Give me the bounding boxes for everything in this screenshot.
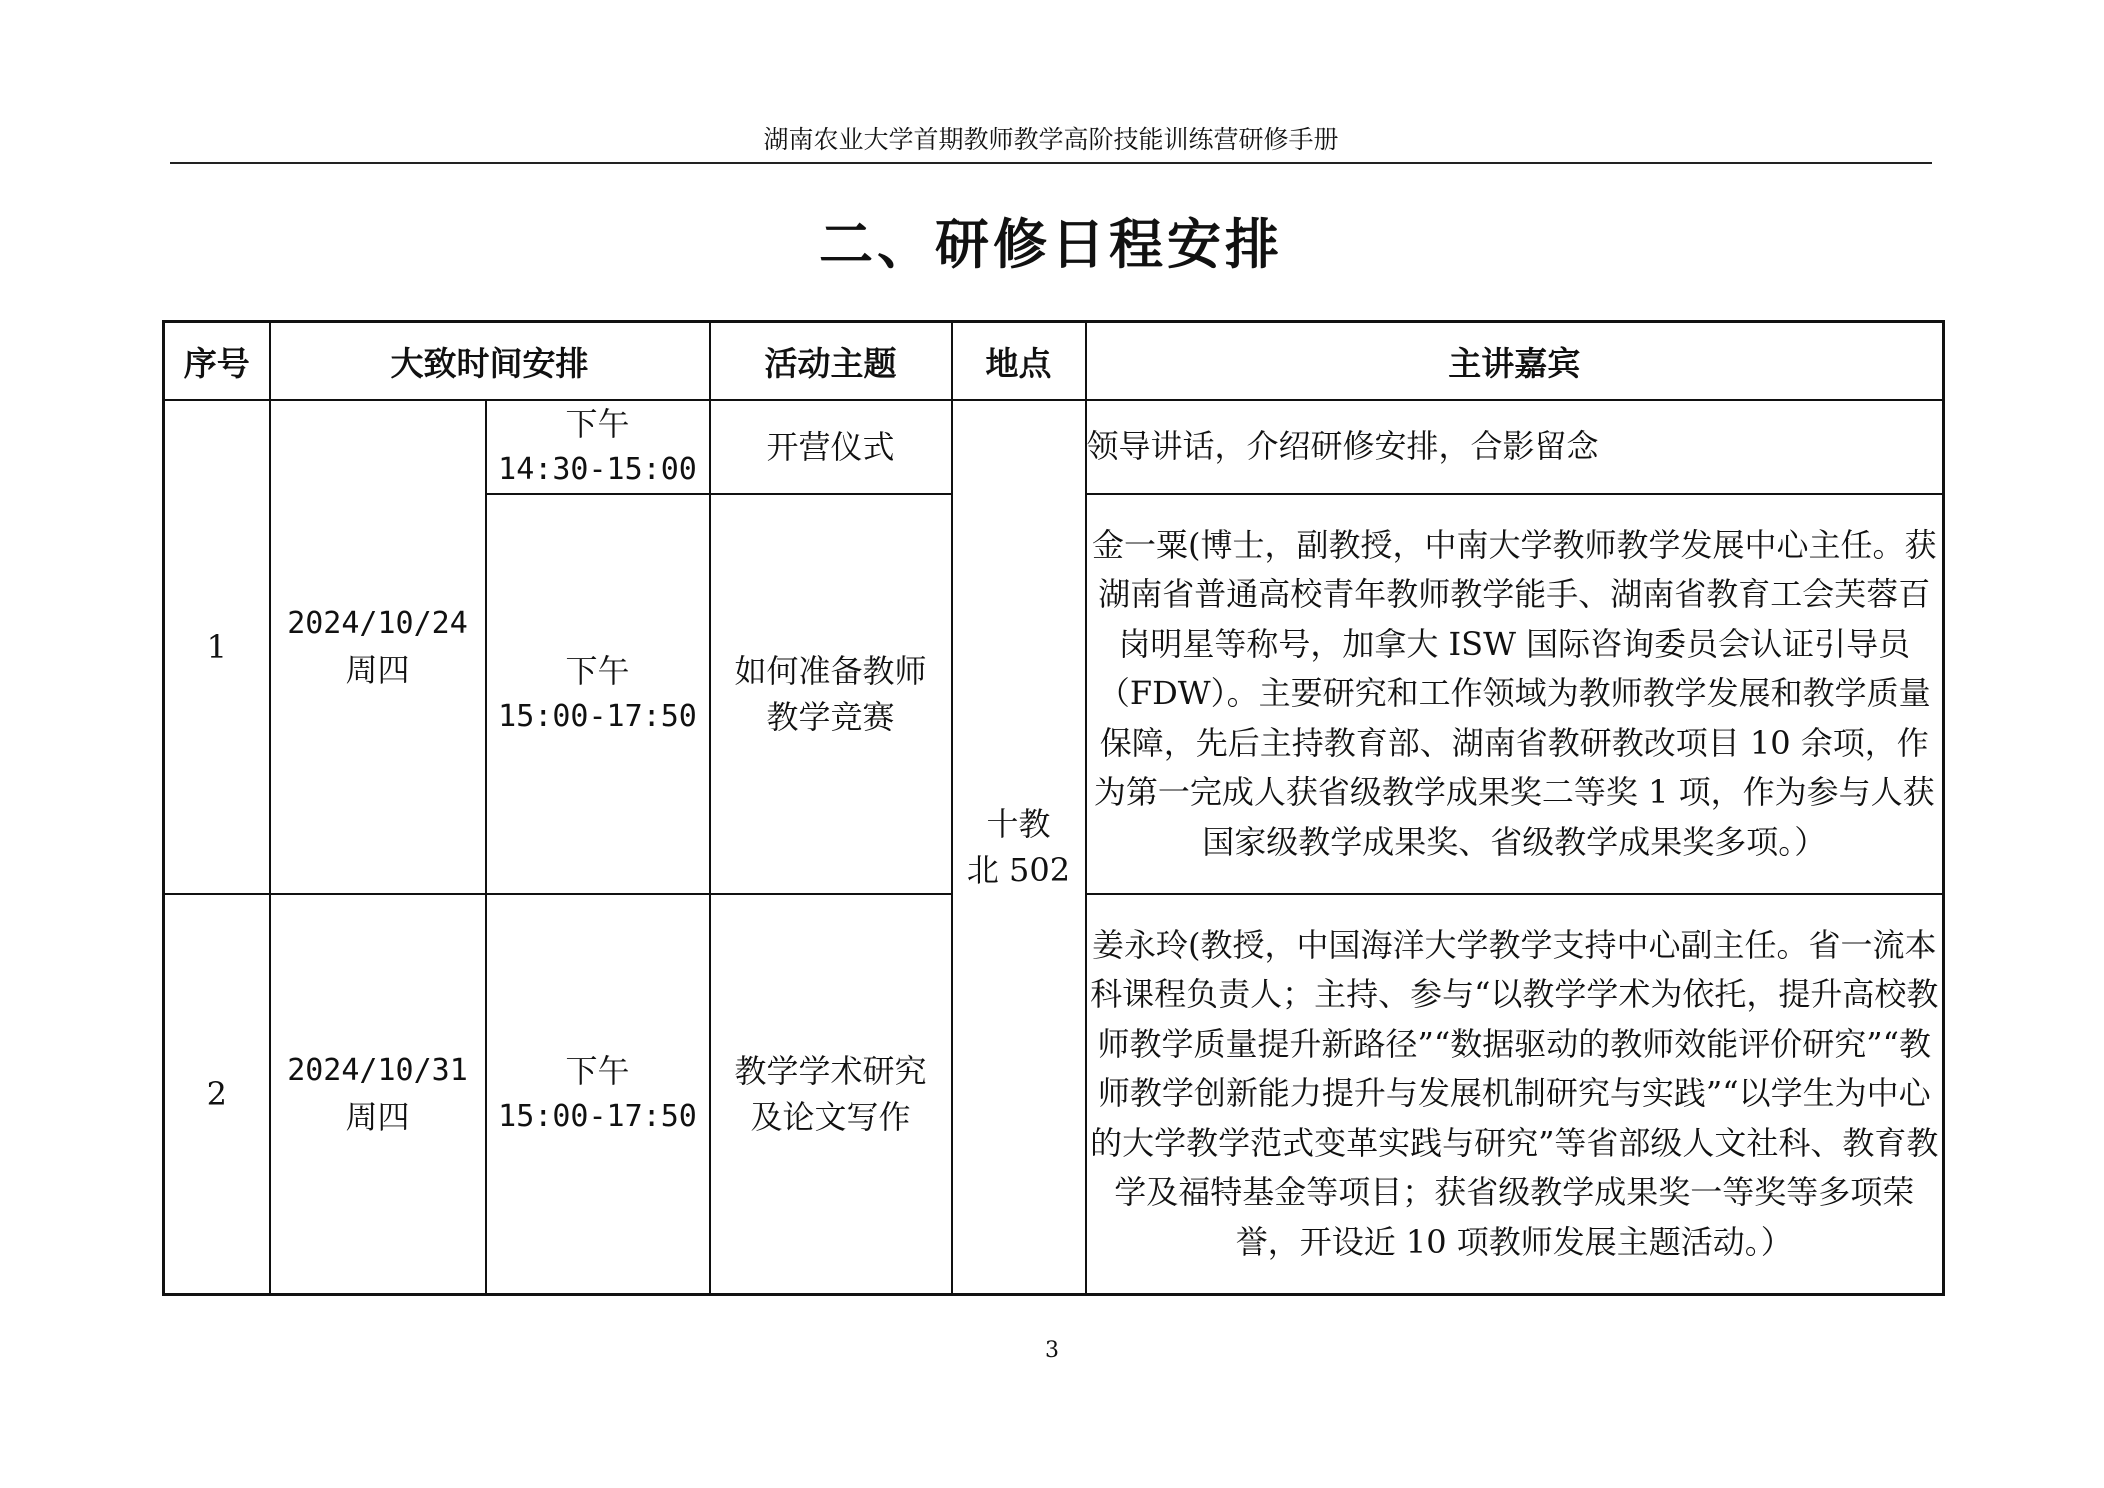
guest-cell: 姜永玲(教授，中国海洋大学教学支持中心副主任。省一流本科课程负责人；主持、参与“以教学学术为依托，提升高校教师教学质量提升新路径”“数据驱动的教师效能评价研究”“教师教学创新能力提升与发展机制研究与实践”“以学生为中心的大学教学范式变革实践与研究”等省部级人文社科、教育教学及福特基金等项目；获省级教学成果奖一等奖等多项荣誉，开设近 10 项教师发展主题活动。） (1086, 894, 1944, 1294)
column-header-index: 序号 (164, 322, 270, 401)
session-time (486, 400, 710, 494)
page-number: 3 (1045, 1338, 1059, 1363)
time-text: 15:00-17:50 (498, 1098, 697, 1134)
column-header-guest: 主讲嘉宾 (1086, 322, 1944, 401)
row-index: 1 (164, 400, 270, 894)
period-text: 下午 (565, 405, 630, 443)
location-cell: 十教 北 502 (952, 400, 1086, 1294)
row-date (270, 400, 486, 894)
session-time (486, 494, 710, 894)
column-header-location: 地点 (952, 322, 1086, 401)
column-header-topic: 活动主题 (710, 322, 952, 401)
date-text: 2024/10/31 (287, 1052, 468, 1088)
row-index: 2 (164, 894, 270, 1294)
row-date (270, 894, 486, 1294)
period-text: 下午 (565, 652, 630, 690)
time-text: 14:30-15:00 (498, 452, 697, 487)
table-row (164, 400, 1944, 494)
table-header-row (164, 322, 1944, 401)
date-text: 2024/10/24 (287, 606, 468, 641)
session-topic: 教学学术研究 及论文写作 (710, 894, 952, 1294)
guest-cell: 领导讲话，介绍研修安排，合影留念 (1086, 400, 1944, 494)
session-time (486, 894, 710, 1294)
session-topic: 开营仪式 (710, 400, 952, 494)
time-text: 15:00-17:50 (498, 699, 697, 734)
guest-cell: 金一粟(博士，副教授，中南大学教师教学发展中心主任。获湖南省普通高校青年教师教学能手、湖南省教育工会芙蓉百岗明星等称号，加拿大 ISW 国际咨询委员会认证引导员（FDW）。主要研究和工作领域为教师教学发展和教学质量保障，先后主持教育部、湖南省教研教改项目 10 余项，作为第一完成人获省级教学成果奖二等奖 1 项，作为参与人获国家级教学成果奖、省级教学成果奖多项。） (1086, 494, 1944, 894)
column-header-time: 大致时间安排 (270, 322, 710, 401)
schedule-table (162, 320, 1945, 1296)
session-topic: 如何准备教师 教学竞赛 (710, 494, 952, 894)
weekday-text: 周四 (345, 651, 410, 689)
period-text: 下午 (565, 1051, 630, 1090)
document-header: 湖南农业大学首期教师教学高阶技能训练营研修手册 (170, 120, 1932, 164)
weekday-text: 周四 (345, 1097, 410, 1136)
page-title: 二、研修日程安排 (819, 213, 1283, 276)
